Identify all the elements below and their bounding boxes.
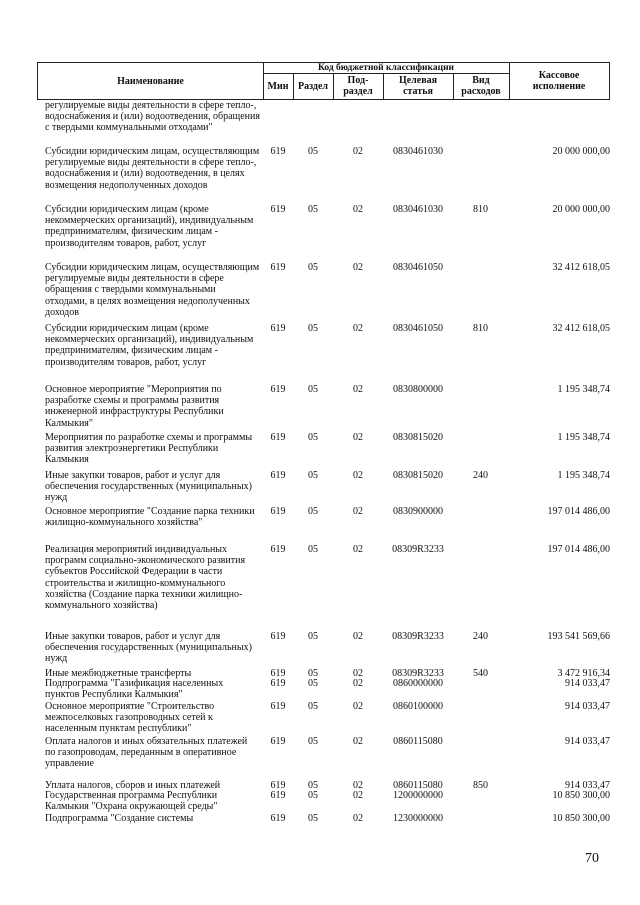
table-row bbox=[0, 100, 640, 146]
table-row bbox=[0, 262, 640, 323]
cell-podr: 02 bbox=[353, 204, 363, 215]
cell-sum: 1 195 348,74 bbox=[557, 470, 610, 481]
cell-stat: 0830461050 bbox=[393, 323, 443, 334]
cell-razdel: 05 bbox=[308, 780, 318, 791]
cell-min: 619 bbox=[270, 470, 286, 481]
cell-stat: 0860100000 bbox=[393, 701, 443, 712]
cell-name: Иные межбюджетные трансферты bbox=[45, 668, 192, 679]
cell-stat: 0860000000 bbox=[393, 678, 443, 689]
cell-stat: 0830815020 bbox=[393, 470, 443, 481]
cell-razdel: 05 bbox=[308, 736, 318, 747]
cell-name: Субсидии юридическим лицам (кроме некоммерческих организаций), индивидуальным предпринимателям, физическим лицам - производителям товаров, работ, услуг bbox=[45, 323, 254, 368]
cell-razdel: 05 bbox=[308, 323, 318, 334]
cell-min: 619 bbox=[270, 323, 286, 334]
cell-min: 619 bbox=[270, 432, 286, 443]
table-body bbox=[0, 100, 640, 827]
cell-min: 619 bbox=[270, 384, 286, 395]
header-min: Мин bbox=[267, 80, 289, 92]
header-divider bbox=[509, 63, 510, 99]
cell-min: 619 bbox=[270, 506, 286, 517]
cell-min: 619 bbox=[270, 668, 286, 679]
table-row bbox=[0, 790, 640, 813]
header-podrazdel: Под- раздел bbox=[343, 75, 373, 97]
cell-podr: 02 bbox=[353, 544, 363, 555]
header-divider bbox=[333, 73, 334, 99]
cell-stat: 0860115080 bbox=[393, 780, 443, 791]
cell-min: 619 bbox=[270, 701, 286, 712]
cell-min: 619 bbox=[270, 262, 286, 273]
cell-podr: 02 bbox=[353, 780, 363, 791]
cell-name: Иные закупки товаров, работ и услуг для обеспечения государственных (муниципальных) нужд bbox=[45, 470, 252, 504]
cell-podr: 02 bbox=[353, 432, 363, 443]
cell-name: Уплата налогов, сборов и иных платежей bbox=[45, 780, 221, 791]
cell-podr: 02 bbox=[353, 790, 363, 801]
cell-min: 619 bbox=[270, 146, 286, 157]
cell-min: 619 bbox=[270, 813, 286, 824]
cell-podr: 02 bbox=[353, 736, 363, 747]
cell-vid: 240 bbox=[473, 470, 488, 481]
cell-min: 619 bbox=[270, 544, 286, 555]
cell-podr: 02 bbox=[353, 384, 363, 395]
cell-podr: 02 bbox=[353, 262, 363, 273]
cell-min: 619 bbox=[270, 780, 286, 791]
cell-razdel: 05 bbox=[308, 204, 318, 215]
cell-name: Подпрограмма "Создание системы bbox=[45, 813, 194, 824]
table-row bbox=[0, 384, 640, 432]
cell-sum: 32 412 618,05 bbox=[552, 323, 610, 334]
cell-stat: 0860115080 bbox=[393, 736, 443, 747]
cell-name: Основное мероприятие "Строительство межпоселковых газопроводных сетей к населенным пунктам республики" bbox=[45, 701, 215, 735]
cell-name: Субсидии юридическим лицам, осуществляющим регулируемые виды деятельности в сфере обращения с твердыми коммунальными отходами, в целях возмещения недополученных доходов bbox=[45, 262, 260, 318]
table-row bbox=[0, 668, 640, 678]
header-target-article: Целевая статья bbox=[398, 75, 438, 97]
header-divider bbox=[293, 73, 294, 99]
cell-name: Субсидии юридическим лицам (кроме некоммерческих организаций), индивидуальным предпринимателям, физическим лицам - производителям товаров, работ, услуг bbox=[45, 204, 254, 249]
cell-stat: 08309R3233 bbox=[392, 631, 444, 642]
cell-sum: 914 033,47 bbox=[565, 678, 610, 689]
header-expense-type: Вид расходов bbox=[461, 75, 501, 97]
cell-razdel: 05 bbox=[308, 678, 318, 689]
cell-stat: 0830815020 bbox=[393, 432, 443, 443]
cell-vid: 540 bbox=[473, 668, 488, 679]
cell-sum: 3 472 916,34 bbox=[557, 668, 610, 679]
cell-podr: 02 bbox=[353, 631, 363, 642]
table-row bbox=[0, 701, 640, 736]
table-row bbox=[0, 506, 640, 544]
table-row bbox=[0, 780, 640, 790]
cell-razdel: 05 bbox=[308, 631, 318, 642]
cell-min: 619 bbox=[270, 631, 286, 642]
cell-sum: 32 412 618,05 bbox=[552, 262, 610, 273]
cell-sum: 914 033,47 bbox=[565, 736, 610, 747]
cell-name: Основное мероприятие "Мероприятия по разработке схемы и программы развития инженерной инфраструктуры Республики Калмыкия" bbox=[45, 384, 224, 429]
header-divider bbox=[453, 73, 454, 99]
cell-stat: 08309R3233 bbox=[392, 544, 444, 555]
table-row bbox=[0, 631, 640, 668]
cell-podr: 02 bbox=[353, 678, 363, 689]
cell-sum: 20 000 000,00 bbox=[552, 204, 610, 215]
cell-stat: 08309R3233 bbox=[392, 668, 444, 679]
table-row bbox=[0, 736, 640, 780]
cell-razdel: 05 bbox=[308, 146, 318, 157]
cell-vid: 810 bbox=[473, 204, 488, 215]
cell-vid: 850 bbox=[473, 780, 488, 791]
cell-podr: 02 bbox=[353, 146, 363, 157]
cell-sum: 193 541 569,66 bbox=[547, 631, 610, 642]
table-row bbox=[0, 678, 640, 701]
header-divider bbox=[263, 63, 264, 99]
cell-razdel: 05 bbox=[308, 790, 318, 801]
cell-razdel: 05 bbox=[308, 384, 318, 395]
cell-vid: 810 bbox=[473, 323, 488, 334]
cell-sum: 197 014 486,00 bbox=[547, 506, 610, 517]
cell-name: Подпрограмма "Газификация населенных пунктов Республики Калмыкия" bbox=[45, 678, 224, 701]
cell-podr: 02 bbox=[353, 668, 363, 679]
cell-name: Реализация мероприятий индивидуальных программ социально-экономического развития субъектов Российской Федерации в части строительства и жилищно-коммунального хозяйства (Создание парка техники жилищно-коммунального хозяйства) bbox=[45, 544, 246, 612]
cell-razdel: 05 bbox=[308, 813, 318, 824]
cell-min: 619 bbox=[270, 790, 286, 801]
cell-name: регулируемые виды деятельности в сфере тепло-, водоснабжения и (или) водоотведения, обращения с твердыми коммунальными отходами" bbox=[45, 100, 260, 134]
cell-min: 619 bbox=[270, 736, 286, 747]
cell-min: 619 bbox=[270, 204, 286, 215]
table-row bbox=[0, 204, 640, 262]
cell-sum: 1 195 348,74 bbox=[557, 432, 610, 443]
cell-stat: 0830461030 bbox=[393, 204, 443, 215]
header-divider bbox=[263, 73, 509, 74]
cell-stat: 0830461030 bbox=[393, 146, 443, 157]
header-razdel: Раздел bbox=[297, 80, 329, 92]
table-row bbox=[0, 432, 640, 470]
cell-name: Мероприятия по разработке схемы и программы развития электроэнергетики Республики Калмыкия bbox=[45, 432, 253, 466]
cell-stat: 1230000000 bbox=[393, 813, 443, 824]
cell-vid: 240 bbox=[473, 631, 488, 642]
cell-razdel: 05 bbox=[308, 544, 318, 555]
cell-stat: 0830461050 bbox=[393, 262, 443, 273]
cell-name: Субсидии юридическим лицам, осуществляющим регулируемые виды деятельности в сфере тепло-, водоснабжения и (или) водоотведения, в целях возмещения недополученных доходов bbox=[45, 146, 260, 191]
table-row bbox=[0, 544, 640, 631]
cell-razdel: 05 bbox=[308, 506, 318, 517]
cell-razdel: 05 bbox=[308, 668, 318, 679]
table-row bbox=[0, 323, 640, 384]
cell-sum: 914 033,47 bbox=[565, 701, 610, 712]
table-row bbox=[0, 813, 640, 827]
cell-podr: 02 bbox=[353, 813, 363, 824]
header-divider bbox=[383, 73, 384, 99]
header-name: Наименование bbox=[117, 75, 184, 87]
cell-podr: 02 bbox=[353, 701, 363, 712]
cell-sum: 914 033,47 bbox=[565, 780, 610, 791]
cell-razdel: 05 bbox=[308, 432, 318, 443]
cell-razdel: 05 bbox=[308, 470, 318, 481]
cell-sum: 10 850 300,00 bbox=[552, 790, 610, 801]
table-header bbox=[37, 62, 610, 100]
cell-razdel: 05 bbox=[308, 701, 318, 712]
cell-podr: 02 bbox=[353, 506, 363, 517]
header-kbk: Код бюджетной классификации bbox=[317, 62, 455, 73]
header-cash-execution: Кассовое исполнение bbox=[532, 70, 586, 92]
cell-name: Оплата налогов и иных обязательных платежей по газопроводам, переданным в оперативное управление bbox=[45, 736, 248, 770]
cell-stat: 0830800000 bbox=[393, 384, 443, 395]
cell-sum: 1 195 348,74 bbox=[557, 384, 610, 395]
cell-podr: 02 bbox=[353, 470, 363, 481]
cell-sum: 197 014 486,00 bbox=[547, 544, 610, 555]
cell-razdel: 05 bbox=[308, 262, 318, 273]
cell-stat: 1200000000 bbox=[393, 790, 443, 801]
cell-stat: 0830900000 bbox=[393, 506, 443, 517]
page-number: 70 bbox=[585, 851, 599, 866]
table-row bbox=[0, 470, 640, 506]
cell-podr: 02 bbox=[353, 323, 363, 334]
cell-sum: 20 000 000,00 bbox=[552, 146, 610, 157]
cell-name: Иные закупки товаров, работ и услуг для обеспечения государственных (муниципальных) нужд bbox=[45, 631, 252, 665]
cell-name: Государственная программа Республики Калмыкия "Охрана окружающей среды" bbox=[45, 790, 218, 813]
cell-min: 619 bbox=[270, 678, 286, 689]
cell-name: Основное мероприятие "Создание парка техники жилищно-коммунального хозяйства" bbox=[45, 506, 255, 529]
cell-sum: 10 850 300,00 bbox=[552, 813, 610, 824]
table-row bbox=[0, 146, 640, 204]
